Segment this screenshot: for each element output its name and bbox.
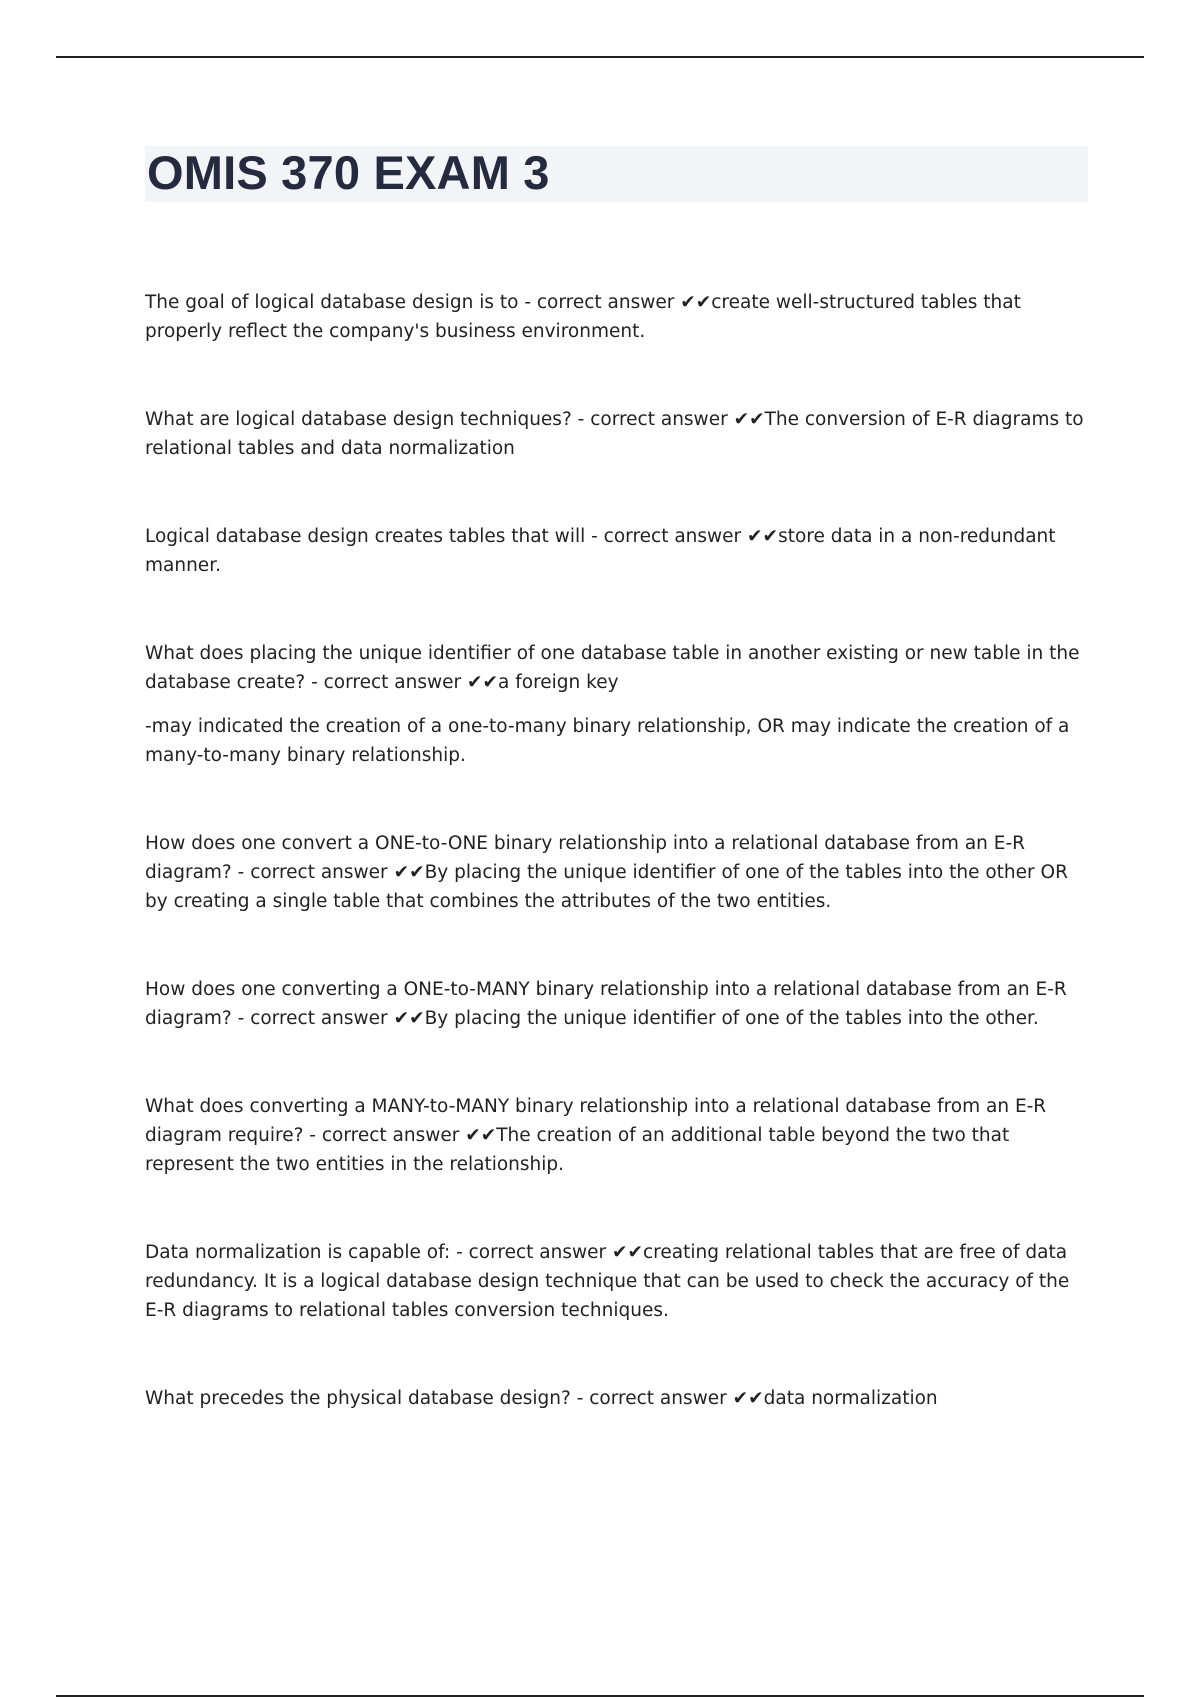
qa-item [145, 829, 1085, 916]
answer-label: correct answer [250, 862, 388, 883]
separator: - [518, 292, 537, 313]
answer-label: correct answer [250, 1008, 388, 1029]
qa-text [145, 522, 1085, 580]
separator: - [305, 672, 324, 693]
question-text: Data normalization is capable of: [145, 1242, 451, 1263]
qa-text [145, 829, 1085, 916]
separator: - [231, 862, 251, 883]
answer-text: The conversion of E-R diagrams to relational tables and data normalization [145, 409, 1084, 459]
qa-item [145, 975, 1085, 1033]
answer-extra: -may indicated the creation of a one-to-many binary relationship, OR may indicate the creation of a many-to-many binary relationship. [145, 716, 1070, 766]
qa-text [145, 1092, 1085, 1179]
check-icon: ✔✔ [465, 1125, 497, 1146]
qa-item [145, 522, 1085, 580]
question-text: What does placing the unique identifier of one database table in another existing or new table in the database create? [145, 643, 1080, 693]
qa-item [145, 639, 1085, 770]
separator: - [231, 1008, 251, 1029]
check-icon: ✔✔ [733, 409, 765, 430]
qa-item [145, 405, 1085, 463]
check-icon: ✔✔ [393, 862, 425, 883]
answer-label: correct answer [323, 672, 462, 693]
qa-list [145, 288, 1085, 1472]
question-text: How does one converting a ONE-to-MANY binary relationship into a relational database from an E-R diagram? [145, 979, 1067, 1029]
question-text: What are logical database design techniques? [145, 409, 572, 430]
answer-text: By placing the unique identifier of one of the tables into the other. [424, 1008, 1039, 1029]
question-text: What precedes the physical database design? [145, 1388, 571, 1409]
qa-text [145, 1238, 1085, 1325]
question-text: Logical database design creates tables that will [145, 526, 586, 547]
answer-text: By placing the unique identifier of one of the tables into the other OR by creating a single table that combines the attributes of the two entities. [145, 862, 1068, 912]
answer-label: correct answer [536, 292, 675, 313]
qa-text [145, 1384, 1085, 1413]
qa-item [145, 1092, 1085, 1179]
answer-label: correct answer [321, 1125, 460, 1146]
question-text: How does one convert a ONE-to-ONE binary relationship into a relational database from an E-R diagram? [145, 833, 1025, 883]
qa-text [145, 639, 1085, 697]
question-text: The goal of logical database design is to [145, 292, 519, 313]
separator: - [585, 526, 604, 547]
qa-text [145, 288, 1085, 346]
answer-text: a foreign key [498, 672, 619, 693]
check-icon: ✔✔ [747, 526, 779, 547]
check-icon: ✔✔ [680, 292, 712, 313]
qa-text [145, 405, 1085, 463]
check-icon: ✔✔ [467, 672, 499, 693]
qa-item [145, 1238, 1085, 1325]
bottom-page-rule [56, 1695, 1144, 1697]
answer-label: correct answer [589, 1388, 727, 1409]
check-icon: ✔✔ [612, 1242, 644, 1263]
qa-item [145, 288, 1085, 346]
question-text: What does converting a MANY-to-MANY binary relationship into a relational database from an E-R diagram require? [145, 1096, 1047, 1146]
answer-text: creating relational tables that are free of data redundancy. It is a logical database design technique that can be used to check the accuracy of the E-R diagrams to relational tables conversion techniques. [145, 1242, 1070, 1321]
qa-item [145, 1384, 1085, 1413]
answer-text: store data in a non-redundant manner. [145, 526, 1056, 576]
separator: - [303, 1125, 322, 1146]
answer-text: data normalization [763, 1388, 938, 1409]
check-icon: ✔✔ [393, 1008, 425, 1029]
top-page-rule [56, 56, 1144, 58]
qa-text [145, 975, 1085, 1033]
separator: - [450, 1242, 469, 1263]
separator: - [570, 1388, 590, 1409]
document-title: OMIS 370 EXAM 3 [147, 146, 550, 199]
separator: - [571, 409, 591, 430]
answer-label: correct answer [603, 526, 742, 547]
check-icon: ✔✔ [732, 1388, 764, 1409]
answer-text: The creation of an additional table beyond the two that represent the two entities in the relationship. [145, 1125, 1010, 1175]
answer-text: create well-structured tables that properly reflect the company's business environment. [145, 292, 1021, 342]
answer-label: correct answer [468, 1242, 607, 1263]
answer-label: correct answer [590, 409, 728, 430]
